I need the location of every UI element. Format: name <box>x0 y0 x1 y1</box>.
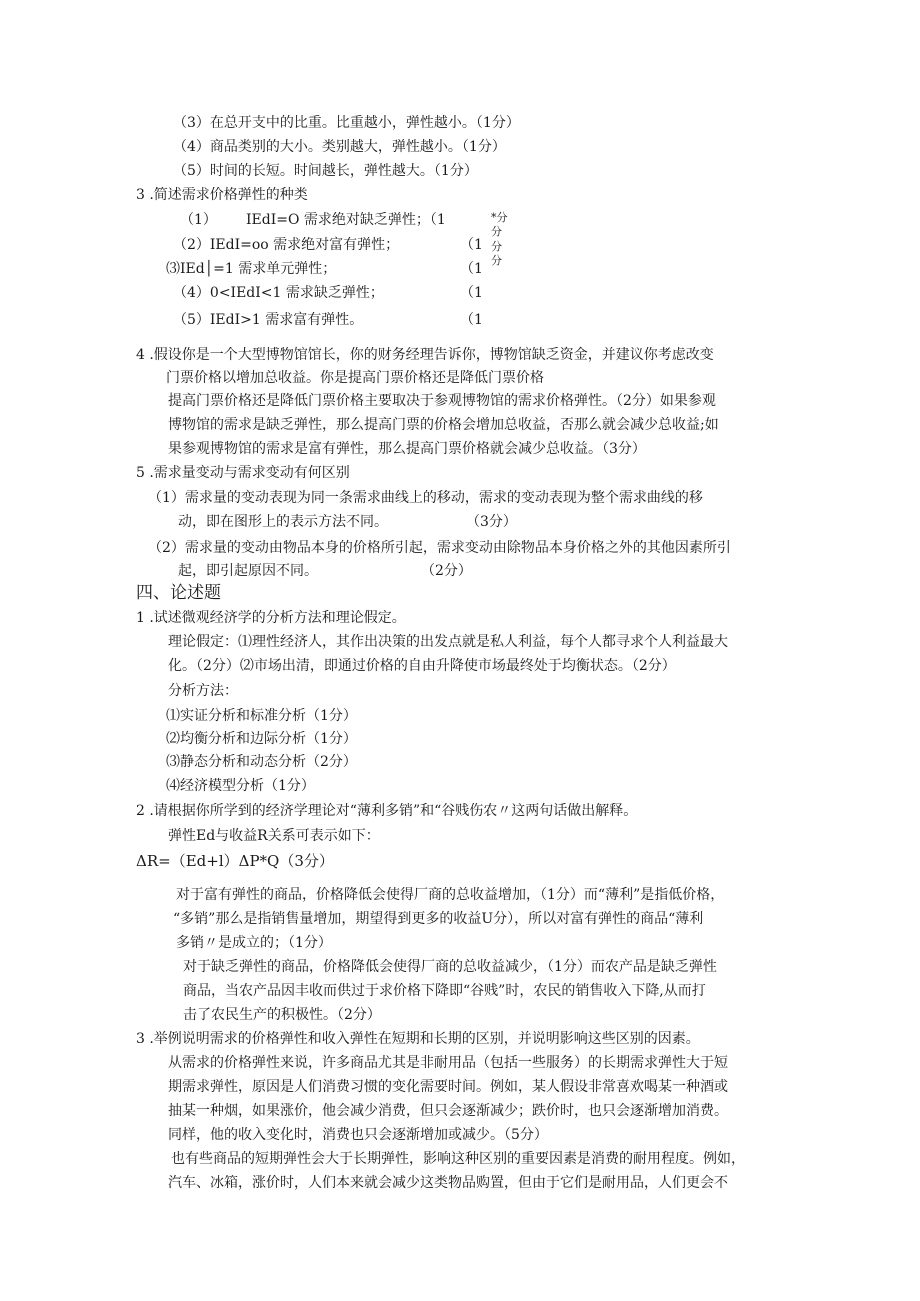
text-line: （4）0<IEdI<1 需求缺乏弹性； <box>173 285 384 301</box>
section-heading: 2 .请根据你所学到的经济学理论对“薄利多销”和“谷贱伤农〃这两句话做出解释。 <box>136 803 638 819</box>
text-line: （1） <box>180 212 217 228</box>
formula: ΔR=（Ed+l）ΔP*Q（3分） <box>136 852 334 870</box>
text-line: 起，即引起原因不同。 <box>178 563 318 579</box>
text-line: “多销”那么是指销售量增加，期望得到更多的收益U分），所以对富有弹性的商品“薄利 <box>173 911 704 927</box>
text-line: ⑴实证分析和标准分析（1分） <box>166 708 357 724</box>
margin-note: 分 <box>491 240 502 253</box>
text-line: 抽某一种烟，如果涨价，他会减少消费，但只会逐渐减少；跌价时，也只会逐渐增加消费。 <box>168 1103 728 1119</box>
section-heading: 5 .需求量变动与需求变动有何区别 <box>136 465 350 481</box>
text-line: 动，即在图形上的表示方法不同。 <box>178 514 388 530</box>
text-line: 多销〃是成立的；（1分） <box>176 935 332 951</box>
text-line: （3分） <box>466 514 517 530</box>
text-line: 分析方法： <box>168 683 238 699</box>
text-line: （3）在总开支中的比重。比重越小，弹性越小。（1分） <box>173 115 520 131</box>
text-line: 化。（2分）⑵市场出清，即通过价格的自由升降使市场最终处于均衡状态。（2分） <box>168 658 676 674</box>
text-line: （1 <box>460 237 483 253</box>
text-line: 从需求的价格弹性来说，许多商品尤其是非耐用品（包括一些服务）的长期需求弹性大于短 <box>168 1055 728 1071</box>
text-line: 也有些商品的短期弹性会大于长期弹性，影响这种区别的重要因素是消费的耐用程度。例如， <box>171 1151 745 1167</box>
text-line: ⑶IEd│=1 需求单元弹性； <box>166 261 337 277</box>
text-line: （1 <box>460 285 483 301</box>
section-heading: 3 .简述需求价格弹性的种类 <box>136 187 308 203</box>
text-line: IEdI=O 需求绝对缺乏弹性；（1 <box>246 212 446 228</box>
text-line: （2）需求量的变动由物品本身的价格所引起，需求变动由除物品本身价格之外的其他因素所引 <box>148 540 731 556</box>
margin-note: 分 <box>491 254 502 267</box>
text-line: 期需求弹性，原因是人们消费习惯的变化需要时间。例如，某人假设非常喜欢喝某一种酒或 <box>168 1079 728 1095</box>
section-heading: 1 .试述微观经济学的分析方法和理论假定。 <box>136 610 406 626</box>
text-line: ⑷经济模型分析（1分） <box>166 778 315 794</box>
text-line: 提高门票价格还是降低门票价格主要取决于参观博物馆的需求价格弹性。（2分）如果参观 <box>168 393 716 409</box>
text-line: ⑶静态分析和动态分析（2分） <box>166 754 357 770</box>
text-line: 博物馆的需求是缺乏弹性，那么提高门票的价格会增加总收益，否那么就会减少总收益;如 <box>168 417 719 433</box>
text-line: 对于富有弹性的商品，价格降低会使得厂商的总收益增加，（1分）而“薄利”是指低价格， <box>176 887 725 903</box>
text-line: 汽车、冰箱，涨价时，人们本来就会减少这类物品购置，但由于它们是耐用品，人们更会不 <box>168 1175 728 1191</box>
text-line: ⑵均衡分析和边际分析（1分） <box>166 731 357 747</box>
text-line: 击了农民生产的积极性。（2分） <box>183 1007 381 1023</box>
text-line: 同样，他的收入变化时，消费也只会逐渐增加或减少。（5分） <box>168 1127 548 1143</box>
text-line: 果参观博物馆的需求是富有弹性，那么提高门票价格就会减少总收益。（3分） <box>168 441 646 457</box>
text-line: （5）IEdI>1 需求富有弹性。 <box>173 312 364 328</box>
margin-note: *分 <box>491 211 508 224</box>
text-line: （1 <box>460 261 483 277</box>
part-heading: 四、论述题 <box>136 583 221 603</box>
section-heading: 3 .举例说明需求的价格弹性和收入弹性在短期和长期的区别，并说明影响这些区别的因素。 <box>136 1031 700 1047</box>
text-line: （1 <box>460 312 483 328</box>
text-line: （2）IEdI=oo 需求绝对富有弹性； <box>173 237 400 253</box>
text-line: （2分） <box>421 563 472 579</box>
text-line: （4）商品类别的大小。类别越大，弹性越小。（1分） <box>173 139 506 155</box>
margin-note: 分 <box>491 225 502 238</box>
text-line: 理论假定：⑴理性经济人，其作出决策的出发点就是私人利益，每个人都寻求个人利益最大 <box>168 634 728 650</box>
text-line: 商品，当农产品因丰收而供过于求价格下降即“谷贱”时，农民的销售收入下降,从而打 <box>183 983 706 999</box>
text-line: （1）需求量的变动表现为同一条需求曲线上的移动，需求的变动表现为整个需求曲线的移 <box>148 490 703 506</box>
text-line: （5）时间的长短。时间越长，弹性越大。（1分） <box>173 163 478 179</box>
text-line: 对于缺乏弹性的商品，价格降低会使得厂商的总收益减少，（1分）而农产品是缺乏弹性 <box>183 959 717 975</box>
text-line: 弹性Ed与收益R关系可表示如下： <box>168 828 380 844</box>
section-heading: 4 .假设你是一个大型博物馆馆长，你的财务经理告诉你，博物馆缺乏资金，并建议你考虑改变 <box>136 347 714 363</box>
text-line: 门票价格以增加总收益。你是提高门票价格还是降低门票价格 <box>166 370 544 386</box>
